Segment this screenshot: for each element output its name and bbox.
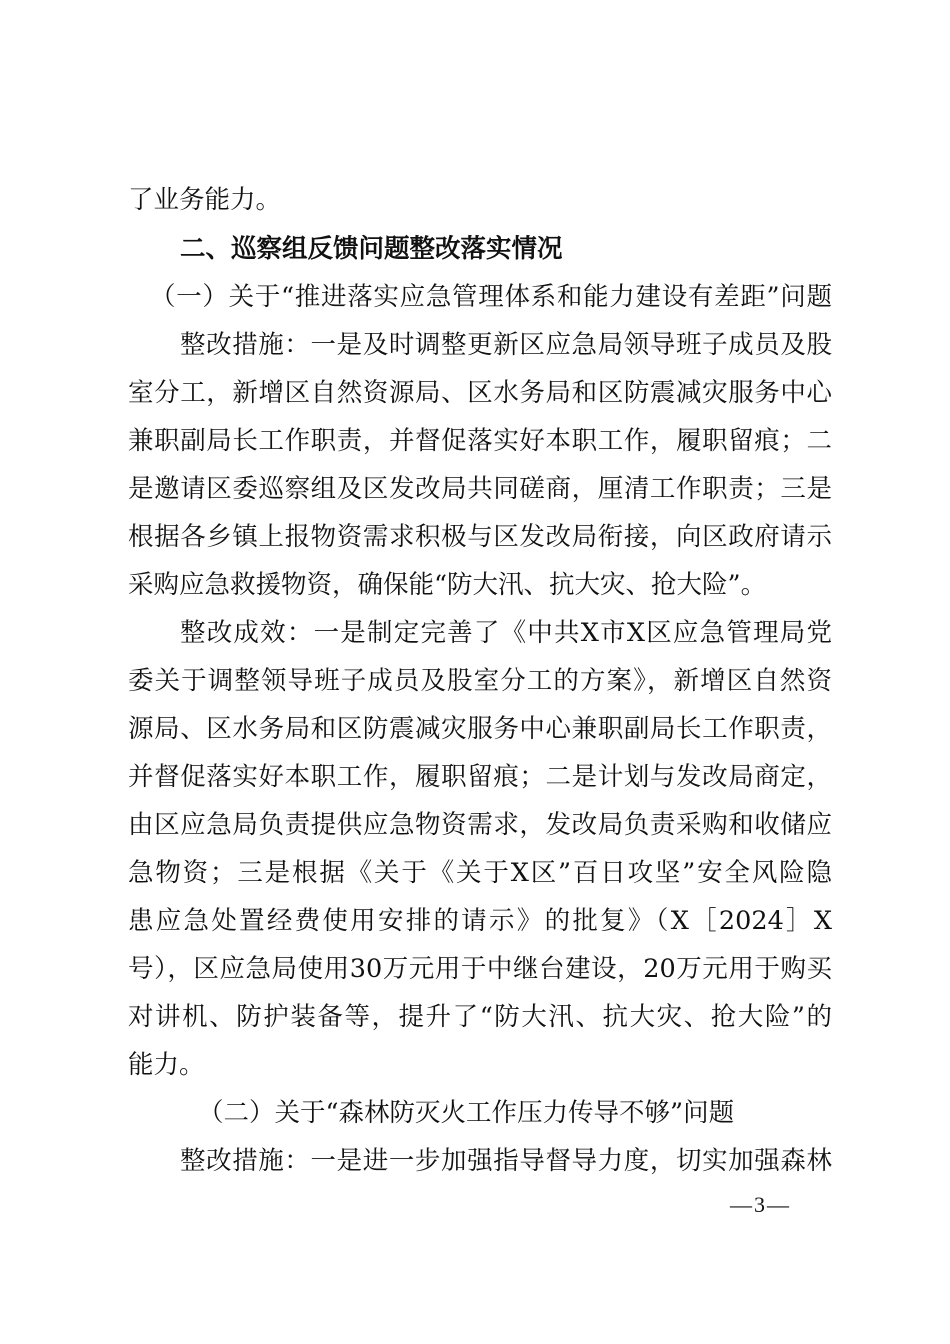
paragraph-line: 并督促落实好本职工作，履职留痕；二是计划与发改局商定， <box>128 762 832 792</box>
paragraph-line: 能力。 <box>128 1050 205 1080</box>
paragraph-line: 兼职副局长工作职责，并督促落实好本职工作，履职留痕；二 <box>128 426 832 456</box>
paragraph-line: 委关于调整领导班子成员及股室分工的方案》，新增区自然资 <box>128 666 832 696</box>
paragraph-line: 根据各乡镇上报物资需求积极与区发改局衔接，向区政府请示 <box>128 522 832 552</box>
paragraph-line: 室分工，新增区自然资源局、区水务局和区防震减灾服务中心 <box>128 378 832 408</box>
paragraph-line: 整改措施：一是进一步加强指导督导力度，切实加强森林 <box>180 1146 832 1176</box>
paragraph-line: 急物资；三是根据《关于《关于X区”百日攻坚”安全风险隐 <box>128 858 832 888</box>
paragraph-line: 患应急处置经费使用安排的请示》的批复》（X［2024］X <box>128 906 832 936</box>
paragraph-line: 号），区应急局使用30万元用于中继台建设，20万元用于购买 <box>128 954 832 984</box>
page-number: —3— <box>730 1192 791 1217</box>
section-heading: 二、巡察组反馈问题整改落实情况 <box>180 234 563 264</box>
paragraph-line: 整改措施：一是及时调整更新区应急局领导班子成员及股 <box>180 330 832 360</box>
item1-title: （一）关于“推进落实应急管理体系和能力建设有差距”问题 <box>150 282 832 312</box>
paragraph-line: 对讲机、防护装备等，提升了“防大汛、抗大灾、抢大险”的 <box>128 1002 832 1032</box>
paragraph-line: 采购应急救援物资，确保能“防大汛、抗大灾、抢大险”。 <box>128 570 767 600</box>
paragraph-line: 是邀请区委巡察组及区发改局共同磋商，厘清工作职责；三是 <box>128 474 832 504</box>
paragraph-line: 源局、区水务局和区防震减灾服务中心兼职副局长工作职责， <box>128 714 832 744</box>
continuation-line: 了业务能力。 <box>128 185 282 215</box>
paragraph-line: 整改成效：一是制定完善了《中共X市X区应急管理局党 <box>180 618 832 648</box>
item2-title: （二）关于“森林防灭火工作压力传导不够”问题 <box>198 1098 735 1128</box>
paragraph-line: 由区应急局负责提供应急物资需求，发改局负责采购和收储应 <box>128 810 832 840</box>
